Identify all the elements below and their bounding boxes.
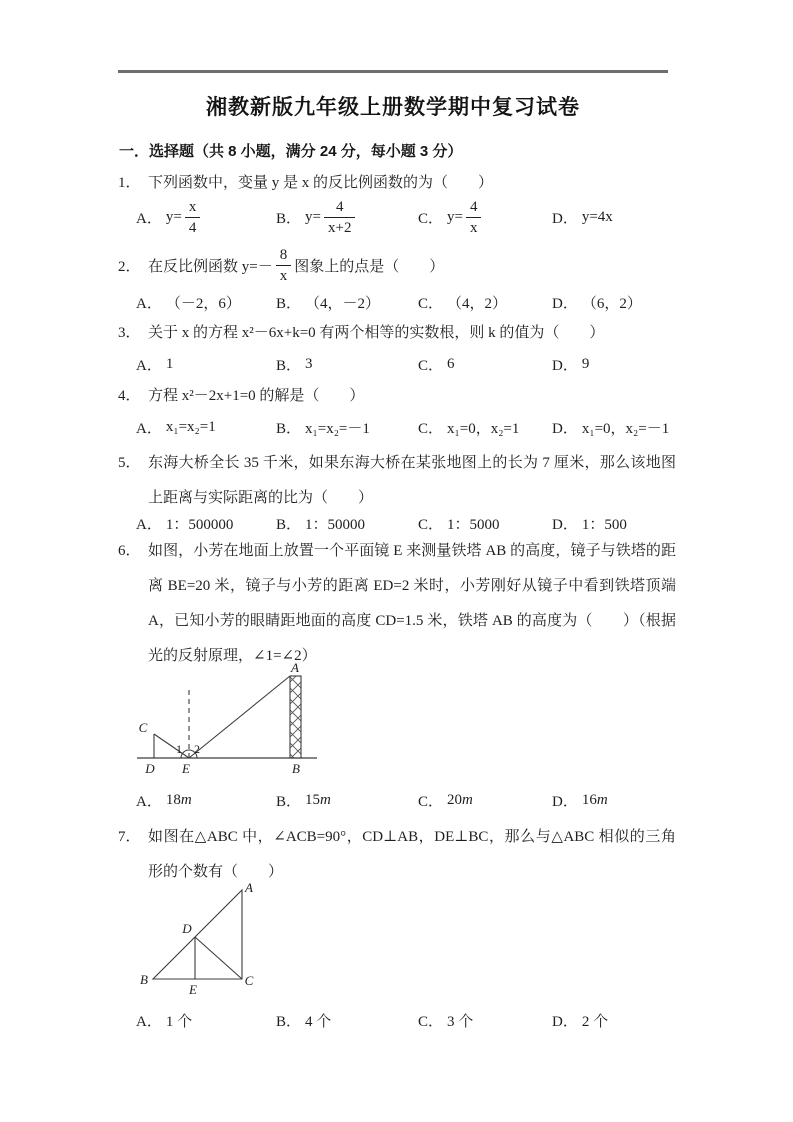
fraction xyxy=(466,198,482,237)
option-label: A． xyxy=(136,794,162,810)
option-label: B． xyxy=(276,517,302,533)
question-2 xyxy=(118,246,676,285)
q5-option-a xyxy=(136,513,276,534)
q4-option-c xyxy=(418,417,552,438)
q6-option-c xyxy=(418,790,552,811)
q7-option-d xyxy=(552,1010,736,1031)
q2-option-a xyxy=(136,292,276,313)
fraction xyxy=(185,198,201,237)
option-text: x₁=0，x₂=－1 xyxy=(581,421,670,437)
label-C: C xyxy=(138,720,148,735)
option-label: C． xyxy=(418,358,444,374)
formula-prefix: y= xyxy=(305,209,321,225)
question-4-options xyxy=(118,417,736,438)
label-D: D xyxy=(145,761,155,776)
question-3 xyxy=(118,322,676,344)
option-text: （4，－2） xyxy=(305,296,381,312)
q6-option-b xyxy=(276,790,418,811)
fraction-denominator: x xyxy=(279,268,288,284)
option-text: x₁=x₂=1 xyxy=(165,419,216,435)
fraction-denominator: x+2 xyxy=(327,220,352,236)
option-value: 18 xyxy=(165,792,181,808)
sight-line-ce xyxy=(154,734,189,758)
stem-text: 图象上的点是（ ） xyxy=(294,259,445,275)
question-5 xyxy=(118,446,676,516)
fraction-numerator: 4 xyxy=(324,198,355,218)
option-text: 1：50000 xyxy=(305,517,366,533)
question-3-number: 3． xyxy=(118,325,141,341)
label-E: E xyxy=(189,982,197,997)
option-text: 2 个 xyxy=(581,1014,609,1030)
label-D: D xyxy=(182,921,192,936)
question-1 xyxy=(118,172,676,194)
option-label: B． xyxy=(276,794,302,810)
option-text: 3 个 xyxy=(447,1014,474,1030)
q5-option-b xyxy=(276,513,418,534)
option-label: D． xyxy=(552,517,578,533)
option-label: D． xyxy=(552,794,578,810)
fraction-numerator: 4 xyxy=(466,198,482,218)
q7-option-b xyxy=(276,1010,418,1031)
q4-option-a xyxy=(136,417,276,438)
question-7-stem: 如图在△ABC 中，∠ACB=90°，CD⊥AB，DE⊥BC，那么与△ABC 相似的三角形的个数有（ ） xyxy=(148,829,676,880)
question-3-stem: 关于 x 的方程 x²－6x+k=0 有两个相等的实数根，则 k 的值为（ ） xyxy=(148,325,605,341)
option-label: C． xyxy=(418,517,444,533)
option-text: （4，2） xyxy=(447,296,508,312)
q1-option-b xyxy=(276,198,418,237)
option-unit: m xyxy=(320,792,331,808)
option-unit: m xyxy=(596,792,608,808)
option-unit: m xyxy=(180,792,192,808)
fraction-denominator: 4 xyxy=(188,220,197,236)
label-C: C xyxy=(244,973,254,988)
option-text: y=4x xyxy=(581,209,613,225)
option-label: D． xyxy=(552,358,578,374)
q7-option-c xyxy=(418,1010,552,1031)
section-heading: 一．选择题（共 8 小题，满分 24 分，每小题 3 分） xyxy=(119,143,463,160)
option-label: A． xyxy=(136,296,162,312)
option-label: B． xyxy=(276,1014,302,1030)
triangle-abc xyxy=(153,890,242,979)
question-3-options xyxy=(118,354,736,375)
option-text: 1 个 xyxy=(165,1014,193,1030)
option-text: （6，2） xyxy=(581,296,642,312)
q6-figure-mirror-tower xyxy=(133,660,321,783)
option-text: 1：500000 xyxy=(165,517,234,533)
option-label: D． xyxy=(552,1014,578,1030)
segment-dc xyxy=(195,937,242,979)
q4-option-d xyxy=(552,417,736,438)
option-label: C． xyxy=(418,794,444,810)
option-text: （－2，6） xyxy=(165,296,241,312)
option-label: B． xyxy=(276,211,302,227)
option-label: A． xyxy=(136,421,162,437)
option-label: C． xyxy=(418,211,444,227)
q7-option-a xyxy=(136,1010,276,1031)
option-text: 1：5000 xyxy=(447,517,500,533)
q5-option-d xyxy=(552,513,736,534)
stem-text: 在反比例函数 y=－ xyxy=(148,259,273,275)
q3-option-a xyxy=(136,354,276,375)
q2-option-c xyxy=(418,292,552,313)
q1-option-d xyxy=(552,198,736,237)
q5-option-c xyxy=(418,513,552,534)
option-label: A． xyxy=(136,211,162,227)
question-2-number: 2． xyxy=(118,259,141,275)
q2-option-b xyxy=(276,292,418,313)
option-label: B． xyxy=(276,421,302,437)
option-text: x₁=x₂=－1 xyxy=(305,421,370,437)
q1-option-a xyxy=(136,198,276,237)
option-label: A． xyxy=(136,517,162,533)
fraction-numerator: 8 xyxy=(276,246,292,266)
exam-title: 湘教新版九年级上册数学期中复习试卷 xyxy=(206,96,580,119)
tower xyxy=(290,676,301,758)
option-label: B． xyxy=(276,358,302,374)
q4-option-b xyxy=(276,417,418,438)
question-7-options xyxy=(118,1010,736,1031)
formula-prefix: y= xyxy=(165,209,182,225)
option-text: 6 xyxy=(447,356,455,372)
option-value: 16 xyxy=(581,792,597,808)
option-text: 9 xyxy=(581,356,590,372)
question-6-options xyxy=(118,790,736,811)
option-label: D． xyxy=(552,211,578,227)
fraction-numerator: x xyxy=(185,198,201,218)
q3-option-c xyxy=(418,354,552,375)
question-1-options xyxy=(118,198,736,237)
question-4-number: 4． xyxy=(118,388,141,404)
option-label: D． xyxy=(552,421,578,437)
q1-option-c xyxy=(418,198,552,237)
q3-option-b xyxy=(276,354,418,375)
reflected-ray-ea xyxy=(189,676,290,758)
option-value: 20 xyxy=(447,792,463,808)
question-2-options xyxy=(118,292,736,313)
option-unit: m xyxy=(462,792,473,808)
angle-1-label: 1 xyxy=(176,742,182,756)
option-text: x₁=0，x₂=1 xyxy=(447,421,520,437)
question-7-number: 7． xyxy=(118,829,141,845)
option-label: A． xyxy=(136,358,162,374)
q7-figure-triangle xyxy=(138,880,260,1000)
question-5-stem: 东海大桥全长 35 千米，如果东海大桥在某张地图上的长为 7 厘米，那么该地图上距离与实际距离的比为（ ） xyxy=(148,455,676,506)
option-text: 1：500 xyxy=(581,517,627,533)
question-2-stem xyxy=(148,246,676,285)
question-5-options xyxy=(118,513,736,534)
question-6-stem: 如图，小芳在地面上放置一个平面镜 E 来测量铁塔 AB 的高度，镜子与铁塔的距离 BE=20 米，镜子与小芳的距离 ED=2 米时，小芳刚好从镜子中看到铁塔顶端 A，已知小芳的眼睛距地面的高度 CD=1.5 米，铁塔 AB 的高度为（ ）（根据光的反射原理，∠1=∠2） xyxy=(148,543,676,664)
option-value: 15 xyxy=(305,792,321,808)
q3-option-d xyxy=(552,354,736,375)
option-label: B． xyxy=(276,296,302,312)
option-label: D． xyxy=(552,296,578,312)
question-1-stem: 下列函数中，变量 y 是 x 的反比例函数的为（ ） xyxy=(148,175,494,191)
formula-prefix: y= xyxy=(447,209,463,225)
option-label: C． xyxy=(418,421,444,437)
fraction xyxy=(276,246,292,285)
question-1-number: 1． xyxy=(118,175,141,191)
option-text: 4 个 xyxy=(305,1014,332,1030)
label-B: B xyxy=(140,972,148,987)
fraction-denominator: x xyxy=(469,220,478,236)
question-6 xyxy=(118,534,676,674)
question-5-number: 5． xyxy=(118,455,141,471)
q6-option-d xyxy=(552,790,736,811)
option-text: 1 xyxy=(165,356,174,372)
option-label: C． xyxy=(418,1014,444,1030)
option-label: C． xyxy=(418,296,444,312)
option-label: A． xyxy=(136,1014,162,1030)
header-rule xyxy=(118,70,668,73)
angle-2-label: 2 xyxy=(194,742,200,756)
label-A: A xyxy=(291,660,299,675)
label-B: B xyxy=(292,761,300,776)
label-E: E xyxy=(182,761,190,776)
q6-option-a xyxy=(136,790,276,811)
question-4-stem: 方程 x²－2x+1=0 的解是（ ） xyxy=(148,388,365,404)
question-4 xyxy=(118,385,676,407)
question-6-number: 6． xyxy=(118,543,141,559)
option-text: 3 xyxy=(305,356,313,372)
q2-option-d xyxy=(552,292,736,313)
fraction xyxy=(324,198,355,237)
label-A: A xyxy=(245,880,253,895)
